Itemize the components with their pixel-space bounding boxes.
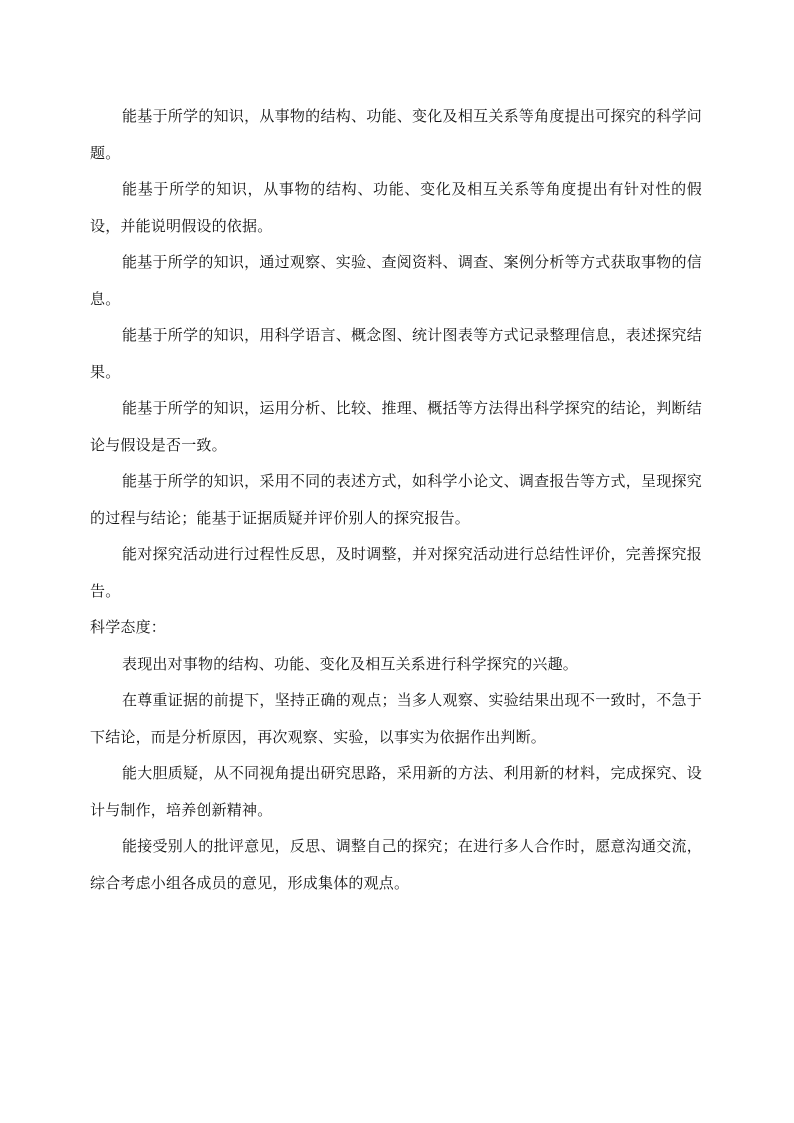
document-body bbox=[90, 98, 702, 901]
paragraph: 能基于所学的知识，运用分析、比较、推理、概括等方法得出科学探究的结论，判断结论与假设是否一致。 bbox=[90, 399, 702, 454]
section-heading: 科学态度： bbox=[90, 618, 167, 636]
paragraph: 能基于所学的知识，用科学语言、概念图、统计图表等方式记录整理信息，表述探究结果。 bbox=[90, 326, 702, 381]
paragraph: 能基于所学的知识，采用不同的表述方式，如科学小论文、调查报告等方式，呈现探究的过程与结论；能基于证据质疑并评价别人的探究报告。 bbox=[90, 472, 702, 527]
paragraph: 能接受别人的批评意见，反思、调整自己的探究；在进行多人合作时，愿意沟通交流，综合考虑小组各成员的意见，形成集体的观点。 bbox=[90, 837, 702, 892]
paragraph: 能对探究活动进行过程性反思，及时调整，并对探究活动进行总结性评价，完善探究报告。 bbox=[90, 545, 702, 600]
paragraph: 能大胆质疑，从不同视角提出研究思路，采用新的方法、利用新的材料，完成探究、设计与制作，培养创新精神。 bbox=[90, 764, 702, 819]
paragraph: 表现出对事物的结构、功能、变化及相互关系进行科学探究的兴趣。 bbox=[122, 654, 579, 673]
paragraph: 能基于所学的知识，从事物的结构、功能、变化及相互关系等角度提出可探究的科学问题。 bbox=[90, 107, 702, 162]
paragraph: 在尊重证据的前提下，坚持正确的观点；当多人观察、实验结果出现不一致时，不急于下结论，而是分析原因，再次观察、实验，以事实为依据作出判断。 bbox=[90, 691, 702, 746]
paragraph: 能基于所学的知识，从事物的结构、功能、变化及相互关系等角度提出有针对性的假设，并能说明假设的依据。 bbox=[90, 180, 702, 235]
paragraph: 能基于所学的知识，通过观察、实验、查阅资料、调查、案例分析等方式获取事物的信息。 bbox=[90, 253, 702, 308]
